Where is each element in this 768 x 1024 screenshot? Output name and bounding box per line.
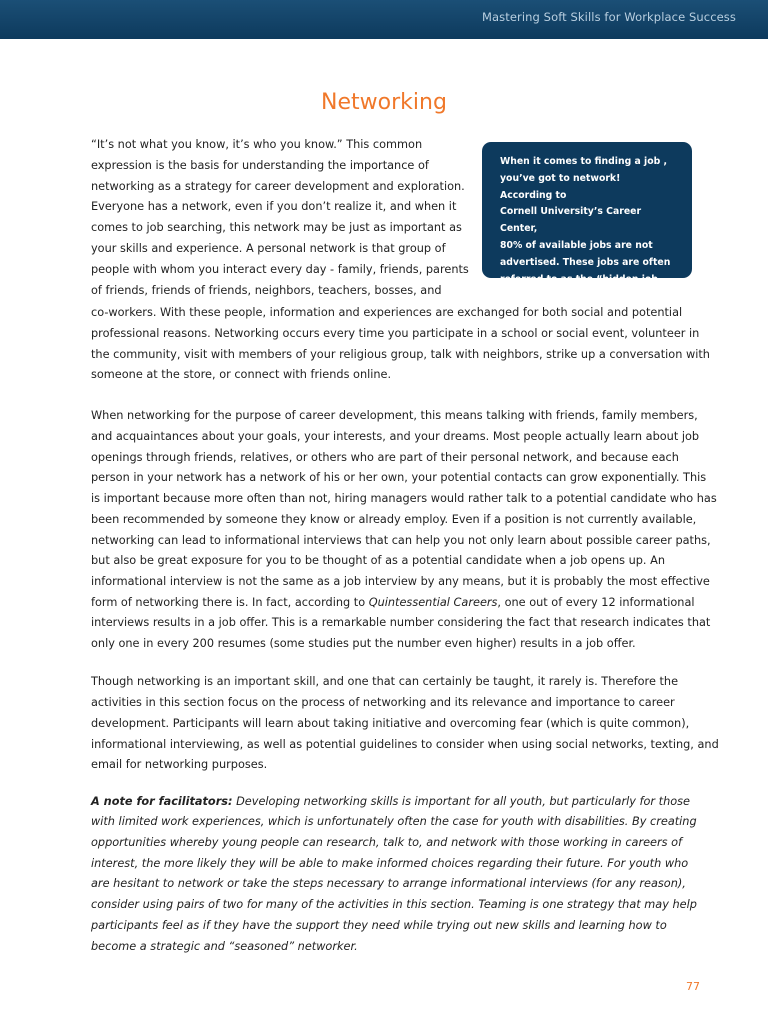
text-line: networking as a strategy for career development and exploration. — [91, 180, 465, 193]
page-title: Networking — [321, 90, 447, 115]
text-run: Developing networking skills is important for all youth, but particularly for those — [232, 795, 691, 808]
header-bar — [0, 0, 768, 39]
text-line: interviews results in a job offer. This is a remarkable number considering the fact that research indicates that — [91, 616, 711, 629]
source-title: Quintessential Careers — [368, 596, 498, 609]
text-line: only one in every 200 resumes (some studies put the number even higher) results in a job offer. — [91, 637, 636, 650]
text-line: interest, the more likely they will be able to make informed choices regarding their future. For youth who — [91, 857, 689, 870]
text-line: are hesitant to network or take the steps necessary to arrange informational interviews (for any reason), — [91, 877, 686, 890]
text-line: your skills and experience. A personal network is that group of — [91, 242, 446, 255]
text-line: expression is the basis for understanding the importance of — [91, 159, 429, 172]
callout-box — [482, 142, 692, 302]
text-line: co-workers. With these people, information and experiences are exchanged for both social and potential — [91, 306, 683, 319]
text-line: Though networking is an important skill, and one that can certainly be taught, it rarely is. Therefore the — [91, 675, 679, 688]
note-label: A note for facilitators: — [91, 795, 233, 808]
text-line: people with whom you interact every day - family, friends, parents — [91, 263, 469, 276]
text-line: someone at the store, or connect with friends online. — [91, 368, 392, 381]
callout-line: Cornell University’s Career Center, — [500, 206, 642, 235]
text-line: networking can lead to informational interviews that can help you not only learn about possible career paths, — [91, 534, 711, 547]
text-line: openings through friends, relatives, or others who are part of their personal network, and because each — [91, 451, 679, 464]
callout-line: you’ve got to network! According to — [500, 172, 621, 201]
text-line — [91, 795, 690, 809]
text-line: “It’s not what you know, it’s who you know.” This common — [91, 138, 423, 151]
text-line: email for networking purposes. — [91, 758, 268, 771]
running-header: Mastering Soft Skills for Workplace Success — [481, 10, 736, 24]
callout-line: advertised. These jobs are often — [500, 256, 671, 268]
text-line: with limited work experiences, which is unfortunately often the case for youth with disabilities. By creating — [91, 815, 697, 828]
text-line: development. Participants will learn about taking initiative and overcoming fear (which is quite common), — [91, 717, 690, 730]
text-line: the community, visit with members of your religious group, talk with neighbors, strike up a conversation with — [91, 348, 710, 361]
callout-line: referred to as the “hidden job — [500, 273, 658, 285]
page-number: 77 — [686, 980, 700, 993]
text-line: opportunities whereby young people can research, talk to, and network with those working in careers of — [91, 836, 683, 849]
text-line — [91, 596, 695, 610]
text-line: become a strategic and “seasoned” networker. — [91, 940, 358, 953]
text-line: is important because more often than not, hiring managers would rather talk to a potential candidate who has — [91, 492, 717, 505]
text-run: form of networking there is. In fact, according to — [91, 596, 369, 609]
callout-line: market.” — [500, 290, 547, 302]
text-line: been recommended by someone they know or already employ. Even if a position is not currently available, — [91, 513, 697, 526]
text-line: and acquaintances about your goals, your interests, and your dreams. Most people actually learn about job — [91, 430, 700, 443]
text-line: Everyone has a network, even if you don’t realize it, and when it — [91, 200, 457, 213]
text-line: consider using pairs of two for many of the activities in this section. Teaming is one strategy that may help — [91, 898, 697, 911]
text-line: When networking for the purpose of career development, this means talking with friends, family members, — [91, 409, 698, 422]
text-line: professional reasons. Networking occurs every time you participate in a school or social event, volunteer in — [91, 327, 700, 340]
text-line: of friends, friends of friends, neighbors, teachers, bosses, and — [91, 284, 442, 297]
text-line: activities in this section focus on the process of networking and its relevance and importance to career — [91, 696, 675, 709]
text-line: informational interviewing, as well as potential guidelines to consider when using social networks, texting, and — [91, 738, 719, 751]
text-line: but also be great exposure for you to be thought of as a potential candidate when a job opens up. An — [91, 554, 666, 567]
text-line: person in your network has a network of his or her own, your potential contacts can grow exponentially. This — [91, 471, 707, 484]
text-line: comes to job searching, this network may be just as important as — [91, 221, 462, 234]
callout-line: When it comes to finding a job , — [500, 156, 667, 167]
text-run: , one out of every 12 informational — [497, 596, 695, 609]
text-line: participants feel as if they have the support they need while trying out new skills and learning how to — [91, 919, 667, 932]
text-line: informational interview is not the same as a job interview by any means, but it is probably the most effective — [91, 575, 710, 588]
callout-line: 80% of available jobs are not — [500, 239, 653, 251]
